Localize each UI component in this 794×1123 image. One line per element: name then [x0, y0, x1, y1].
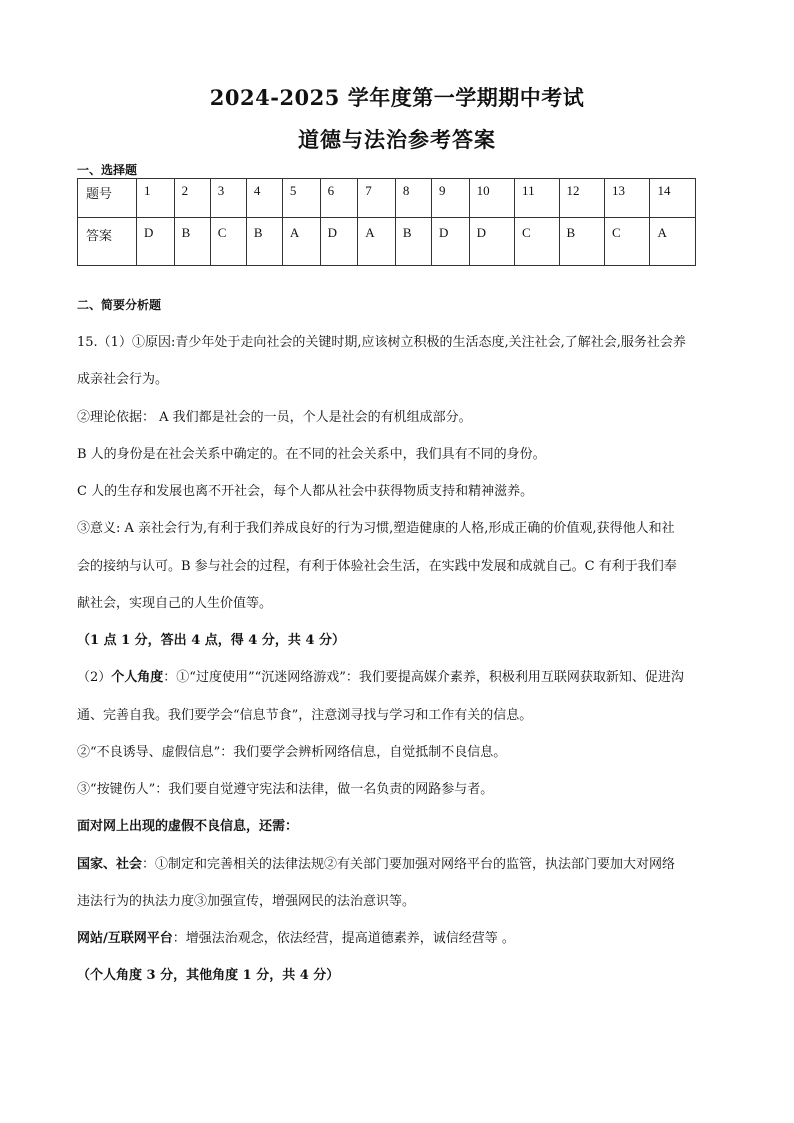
table-cell-answer: D	[320, 218, 358, 266]
q15-state-line2: 违法行为的执法力度③加强宣传，增强网民的法治意识等。	[77, 894, 416, 909]
table-cell-number: 11	[515, 179, 559, 218]
table-cell-answer: B	[559, 218, 604, 266]
table-cell-answer: C	[604, 218, 649, 266]
q15-reason-line2: 成亲社会行为。	[77, 372, 169, 387]
q15-state-line1	[77, 853, 675, 872]
table-cell-answer: A	[650, 218, 696, 266]
table-cell-answer: B	[246, 218, 282, 266]
table-cell-answer: C	[210, 218, 246, 266]
table-cell-number: 7	[358, 179, 396, 218]
q15-meaning-line2: 会的接纳与认可。B 参与社会的过程，有利于体验社会生活，在实践中发展和成就自己。C 有利于我们奉	[77, 559, 677, 574]
table-cell-number: 5	[282, 179, 320, 218]
table-cell-number: 12	[559, 179, 604, 218]
table-cell-answer: D	[469, 218, 514, 266]
table-cell-number: 3	[210, 179, 246, 218]
q15-platform-line	[77, 927, 515, 946]
q15-basis-c: C 人的生存和发展也离不开社会，每个人都从社会中获得物质支持和精神滋养。	[77, 484, 534, 499]
table-row-numbers	[78, 179, 696, 218]
table-cell-number: 13	[604, 179, 649, 218]
exam-title: 2024-2025 学年度第一学期期中考试	[209, 85, 585, 110]
table-cell-number: 10	[469, 179, 514, 218]
table-cell-answer: B	[174, 218, 210, 266]
q15-key-harm: ③“按键伤人”：我们要自觉遵守宪法和法律，做一名负责的网路参与者。	[77, 782, 494, 797]
table-cell-answer: D	[431, 218, 469, 266]
q15-personal-text: ：①“过度使用”“沉迷网络游戏”：我们要提高媒介素养，积极利用互联网获取新知、促进沟	[163, 670, 684, 685]
table-row-answers	[78, 218, 696, 266]
q15-basis: ②理论依据： A 我们都是社会的一员，个人是社会的有机组成部分。	[77, 410, 472, 425]
q15-basis-b: B 人的身份是在社会关系中确定的。在不同的社会关系中，我们具有不同的身份。	[77, 447, 546, 462]
table-cell-number: 2	[174, 179, 210, 218]
q15-part2-line1	[77, 666, 684, 685]
q15-meaning-line1: ③意义: A 亲社会行为,有利于我们养成良好的行为习惯,塑造健康的人格,形成正确的价值观,获得他人和社	[77, 521, 675, 536]
exam-subtitle: 道德与法治参考答案	[298, 127, 496, 152]
table-cell-answer: B	[395, 218, 431, 266]
table-cell-number: 4	[246, 179, 282, 218]
section-heading-analysis: 二、简要分析题	[77, 298, 162, 312]
table-cell-label: 答案	[78, 218, 137, 266]
q15-score-part2: （个人角度 3 分，其他角度 1 分，共 4 分）	[77, 968, 340, 983]
q15-state-text: ：①制定和完善相关的法律法规②有关部门要加强对网络平台的监管，执法部门要加大对网络	[142, 857, 676, 872]
q15-also-need: 面对网上出现的虚假不良信息，还需：	[77, 819, 299, 834]
q15-personal-heading: 个人角度	[111, 670, 164, 685]
q15-state-heading: 国家、社会	[77, 857, 143, 872]
table-cell-number: 6	[320, 179, 358, 218]
section-heading-choice: 一、选择题	[77, 163, 138, 177]
q15-platform-text: ：增强法治观念，依法经营，提高道德素养，诚信经营等 。	[172, 931, 515, 946]
table-cell-answer: D	[137, 218, 175, 266]
q15-bad-info: ②“不良诱导、虚假信息”：我们要学会辨析网络信息，自觉抵制不良信息。	[77, 745, 507, 760]
table-cell-number: 9	[431, 179, 469, 218]
table-cell-number: 14	[650, 179, 696, 218]
q15-part2-line2: 通、完善自我。我们要学会“信息节食”，注意浏寻找与学习和工作有关的信息。	[77, 708, 533, 723]
table-cell-answer: C	[515, 218, 559, 266]
answer-table	[77, 178, 696, 266]
q15-score-part1: （1 点 1 分，答出 4 点，得 4 分，共 4 分）	[77, 633, 345, 648]
q15-reason-line1: 15.（1）①原因:青少年处于走向社会的关键时期,应该树立积极的生活态度,关注社会,了解社会,服务社会养	[77, 335, 686, 350]
q15-part2-prefix: （2）	[77, 670, 112, 685]
table-cell-label: 题号	[78, 179, 137, 218]
table-cell-answer: A	[282, 218, 320, 266]
table-cell-number: 1	[137, 179, 175, 218]
table-cell-number: 8	[395, 179, 431, 218]
table-cell-answer: A	[358, 218, 396, 266]
q15-meaning-line3: 献社会，实现自己的人生价值等。	[77, 596, 273, 611]
q15-platform-heading: 网站/互联网平台	[77, 931, 173, 946]
